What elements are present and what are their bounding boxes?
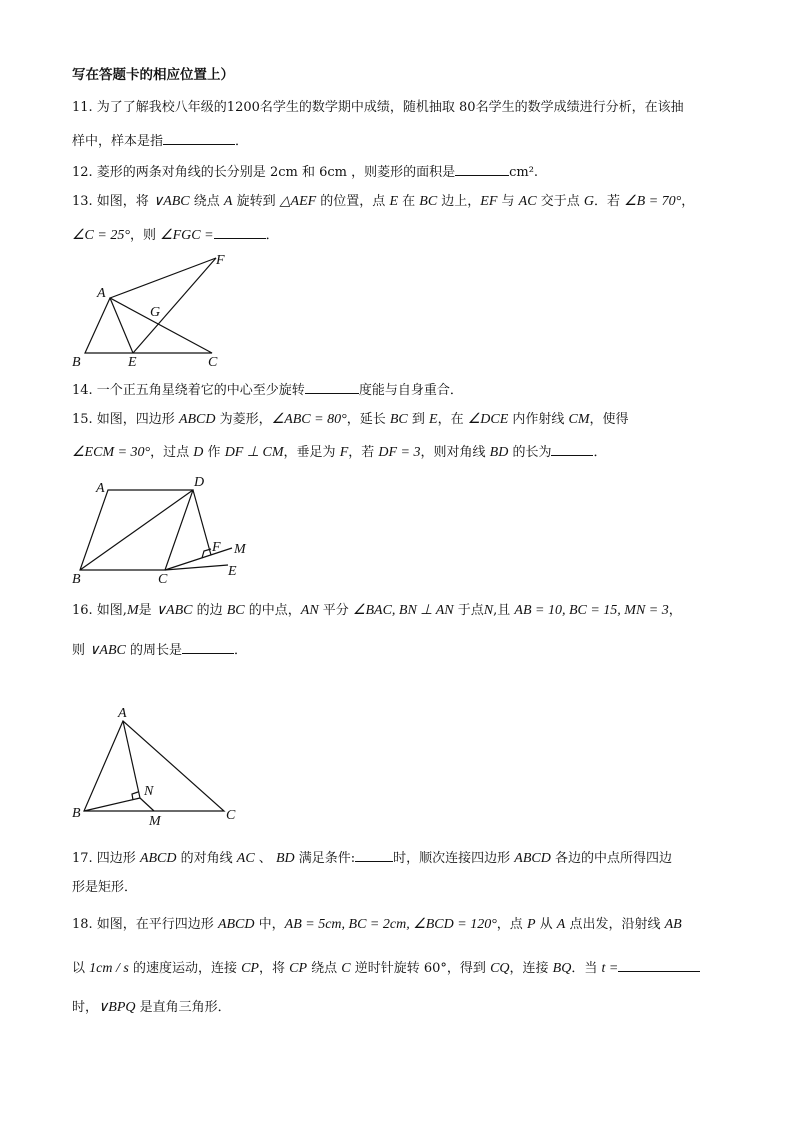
q15-answer-blank[interactable] xyxy=(551,442,593,456)
text-fragment: ,且 xyxy=(493,603,515,618)
math-expression: CP xyxy=(289,961,307,976)
question-13-line2 xyxy=(72,225,279,245)
label-a: A xyxy=(118,706,127,721)
q12-text: 12. 菱形的两条对角线的长分别是 2cm 和 6cm ，则菱形的面积是 xyxy=(72,165,456,180)
text-fragment: 点出发，沿射线 xyxy=(565,917,665,932)
text-fragment: ．若 xyxy=(593,194,625,209)
question-18-line3 xyxy=(72,999,231,1017)
question-16-line2 xyxy=(72,640,247,660)
math-expression: A xyxy=(223,194,233,209)
math-expression: ∨ABC xyxy=(89,643,126,658)
text-fragment: ，在 xyxy=(437,412,468,427)
text-fragment: 时， xyxy=(72,1000,99,1015)
figure-13 xyxy=(70,250,230,372)
math-expression: BC xyxy=(226,603,245,618)
text-fragment: 逆时针旋转 60°，得到 xyxy=(350,961,491,976)
math-expression: A xyxy=(556,917,566,932)
label-e: E xyxy=(228,564,237,579)
diagonal-bd xyxy=(80,490,193,570)
q11-text: 样中，样本是指 xyxy=(72,134,164,149)
text-fragment: 平分 xyxy=(318,603,353,618)
text-fragment: ，连接 xyxy=(509,961,553,976)
math-expression: BQ xyxy=(552,961,572,976)
math-expression: CP xyxy=(241,961,259,976)
text-fragment: ，延长 xyxy=(346,412,390,427)
text-fragment: 的速度运动，连接 xyxy=(128,961,242,976)
triangle-abc xyxy=(84,721,224,811)
text-fragment: ，则对角线 xyxy=(420,445,490,460)
math-expression: ABCD xyxy=(514,851,551,866)
label-m: M xyxy=(234,542,246,557)
text-fragment: 16. 如图, xyxy=(72,603,127,618)
text-fragment: ， xyxy=(668,603,682,618)
math-expression: t = xyxy=(601,961,619,976)
text-fragment: 从 xyxy=(535,917,557,932)
text-fragment: 绕点 xyxy=(189,194,224,209)
math-expression: AB = 10, BC = 15, MN = 3 xyxy=(514,603,669,618)
text-fragment: 各边的中点所得四边 xyxy=(550,851,672,866)
math-expression: ∠BAC, BN ⊥ AN xyxy=(352,603,454,618)
math-expression: BD xyxy=(275,851,295,866)
text-fragment: ．当 xyxy=(571,961,602,976)
math-expression: CQ xyxy=(490,961,510,976)
text-fragment: 于点 xyxy=(453,603,484,618)
math-expression: EF xyxy=(480,194,498,209)
math-expression: ∨BPQ xyxy=(98,1000,136,1015)
math-expression: ABCD xyxy=(217,917,255,932)
text-fragment: 则 xyxy=(72,643,90,658)
text-fragment: 时，顺次连接四边形 xyxy=(393,851,515,866)
label-f: F xyxy=(216,253,225,268)
math-expression: C xyxy=(341,961,351,976)
text-fragment: 的周长是 xyxy=(125,643,182,658)
segment-an xyxy=(123,721,140,798)
math-expression: F xyxy=(339,445,349,460)
section-heading: 写在答题卡的相应位置上） xyxy=(72,67,234,83)
text-fragment: 14. 一个正五角星绕着它的中心至少旋转 xyxy=(72,383,305,398)
text-fragment: 13. 如图，将 xyxy=(72,194,153,209)
q12-unit: cm². xyxy=(509,165,539,180)
figure-15 xyxy=(70,473,250,585)
q13-answer-blank[interactable] xyxy=(214,225,266,239)
label-c: C xyxy=(208,355,218,370)
math-expression: ∠B = 70° xyxy=(624,194,682,209)
text-fragment: 内作射线 xyxy=(508,412,569,427)
q18-answer-blank[interactable] xyxy=(618,958,700,972)
math-expression: D xyxy=(193,445,204,460)
segment-af xyxy=(110,258,216,298)
text-fragment: 以 xyxy=(72,961,90,976)
math-expression: M xyxy=(126,603,139,618)
label-m: M xyxy=(149,814,161,829)
question-13-line1 xyxy=(72,193,694,211)
text-fragment: 旋转到 xyxy=(232,194,280,209)
text-fragment: 在 xyxy=(398,194,420,209)
label-d: D xyxy=(194,475,205,490)
text-fragment: 的中点， xyxy=(244,603,301,618)
math-expression: G xyxy=(583,194,594,209)
math-expression: CM xyxy=(568,412,590,427)
text-fragment: 的对角线 xyxy=(176,851,237,866)
label-g: G xyxy=(150,305,161,320)
text-fragment: 是直角三角形． xyxy=(135,1000,231,1015)
text-fragment: 18. 如图，在平行四边形 xyxy=(72,917,218,932)
q11-answer-blank[interactable] xyxy=(163,131,235,145)
text-fragment: ． xyxy=(265,228,279,243)
question-16-line1 xyxy=(72,602,682,620)
math-expression: ∠ABC = 80° xyxy=(271,412,347,427)
math-expression: DF = 3 xyxy=(378,445,421,460)
math-expression: ∨ABC xyxy=(155,603,193,618)
text-fragment: 的边 xyxy=(192,603,227,618)
math-expression: AB xyxy=(664,917,682,932)
label-e: E xyxy=(128,355,137,370)
math-expression: 1cm / s xyxy=(89,961,129,976)
math-expression: ∠FGC = xyxy=(160,228,214,243)
label-n: N xyxy=(144,784,154,799)
segment-bn xyxy=(84,798,140,811)
question-15-line2 xyxy=(72,442,606,462)
text-fragment: ，若 xyxy=(348,445,379,460)
text-fragment: 满足条件: xyxy=(294,851,356,866)
question-11-line1: 11. 为了了解我校八年级的1200名学生的数学期中成绩，随机抽取 80名学生的数学成绩进行分析，在该抽 xyxy=(72,100,684,115)
text-fragment: 中， xyxy=(254,917,285,932)
text-fragment: ，将 xyxy=(258,961,290,976)
math-expression: ABCD xyxy=(139,851,177,866)
text-fragment: 边上， xyxy=(437,194,481,209)
label-b: B xyxy=(72,572,81,587)
text-fragment: ． xyxy=(593,445,607,460)
q11-period: ． xyxy=(235,134,249,149)
text-fragment: 17. 四边形 xyxy=(72,851,140,866)
text-fragment: 作 xyxy=(203,445,225,460)
question-15-line1 xyxy=(72,411,629,429)
label-c: C xyxy=(158,572,168,587)
math-expression: BC xyxy=(419,194,438,209)
math-expression: BD xyxy=(489,445,509,460)
question-14 xyxy=(72,380,463,400)
text-fragment: 为菱形， xyxy=(215,412,272,427)
math-expression: ABCD xyxy=(178,412,216,427)
math-expression: ∠C = 25° xyxy=(72,228,130,243)
math-expression: AN xyxy=(300,603,319,618)
math-expression: DF ⊥ CM xyxy=(224,445,284,460)
text-fragment: ，点 xyxy=(496,917,527,932)
segment-df xyxy=(193,490,211,555)
text-fragment: 15. 如图，四边形 xyxy=(72,412,179,427)
label-c: C xyxy=(226,808,236,823)
text-fragment: ，垂足为 xyxy=(283,445,340,460)
question-12 xyxy=(72,162,538,182)
label-b: B xyxy=(72,355,81,370)
text-fragment: 是 xyxy=(138,603,156,618)
triangle-abc xyxy=(85,298,212,353)
text-fragment: 的位置，点 xyxy=(316,194,390,209)
math-expression: P xyxy=(526,917,536,932)
figure-16 xyxy=(70,703,250,827)
question-18-line2 xyxy=(72,958,700,978)
question-17-line1 xyxy=(72,848,672,868)
q16-answer-blank[interactable] xyxy=(182,640,234,654)
segment-fe xyxy=(133,258,216,353)
label-f: F xyxy=(212,540,221,555)
text-fragment: 到 xyxy=(407,412,429,427)
math-expression: N xyxy=(483,603,494,618)
math-expression: AC xyxy=(236,851,255,866)
math-expression: AC xyxy=(518,194,537,209)
text-fragment: 的长为 xyxy=(508,445,552,460)
text-fragment: 、 xyxy=(254,851,276,866)
label-b: B xyxy=(72,806,81,821)
text-fragment: ． xyxy=(233,643,247,658)
question-11-line2 xyxy=(72,131,248,151)
math-expression: AB = 5cm, BC = 2cm, ∠BCD = 120° xyxy=(284,917,497,932)
segment-nm xyxy=(140,798,154,811)
math-expression: △AEF xyxy=(279,194,317,209)
ray-cm xyxy=(165,548,232,570)
text-fragment: ，使得 xyxy=(589,412,629,427)
text-fragment: ，则 xyxy=(129,228,161,243)
math-expression: E xyxy=(389,194,398,209)
label-a: A xyxy=(97,286,106,301)
math-expression: E xyxy=(429,412,438,427)
text-fragment: 度能与自身重合． xyxy=(358,383,463,398)
question-17-line2: 形是矩形． xyxy=(72,880,138,895)
math-expression: ∠ECM = 30° xyxy=(72,445,151,460)
text-fragment: 绕点 xyxy=(307,961,342,976)
text-fragment: 与 xyxy=(497,194,519,209)
q14-answer-blank[interactable] xyxy=(305,380,359,394)
q17-answer-blank[interactable] xyxy=(355,848,393,862)
text-fragment: 交于点 xyxy=(536,194,584,209)
text-fragment: ，过点 xyxy=(150,445,194,460)
math-expression: BC xyxy=(389,412,408,427)
math-expression: ∨ABC xyxy=(152,194,190,209)
text-fragment: ， xyxy=(681,194,695,209)
q12-answer-blank[interactable] xyxy=(455,162,509,176)
label-a: A xyxy=(96,481,105,496)
question-18-line1 xyxy=(72,916,682,934)
segment-ae xyxy=(110,298,133,353)
math-expression: ∠DCE xyxy=(467,412,509,427)
